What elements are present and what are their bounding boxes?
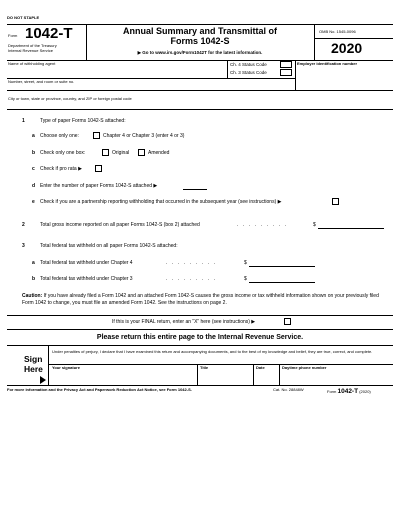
amended-label: Amended	[148, 150, 170, 156]
footer-form-id	[327, 388, 371, 395]
line3b-letter: b	[32, 276, 36, 282]
title-input[interactable]	[197, 364, 253, 385]
do-not-staple-note: DO NOT STAPLE	[7, 15, 40, 20]
sign-top-rule	[7, 345, 393, 346]
agent-name-label: Name of withholding agent	[8, 61, 56, 66]
amended-checkbox[interactable]	[138, 149, 145, 156]
ch4-status-input[interactable]	[280, 61, 292, 68]
line1a-letter: a	[32, 133, 35, 139]
line3b-leader-dots: . . . . . . . . .	[166, 276, 217, 282]
date-input[interactable]	[253, 364, 279, 385]
name-divider	[227, 60, 228, 78]
privacy-notice: For more information and the Privacy Act and Paperwork Reduction Act Notice, see Form 1042-S.	[7, 387, 192, 392]
line1c-text: Check if pro rata ▶	[40, 166, 82, 172]
chapter3-tax-input[interactable]	[249, 282, 315, 283]
catalog-number: Cat. No. 28848W	[273, 387, 304, 392]
department-line: Department of the Treasury	[8, 43, 57, 48]
line1d-text: Enter the number of paper Forms 1042-S attached ▶	[40, 183, 158, 189]
original-label: Original	[112, 150, 130, 156]
header-divider-right	[314, 24, 315, 60]
footer-form-number: 1042-T	[337, 388, 359, 395]
omb-number: OMB No. 1545-0096	[319, 29, 356, 34]
irs-line: Internal Revenue Service	[8, 48, 53, 53]
line3b-dollar: $	[244, 276, 247, 282]
here-label: Here	[24, 364, 43, 374]
partnership-checkbox[interactable]	[332, 198, 339, 205]
line3a-text: Total federal tax withheld under Chapter 4	[40, 260, 133, 266]
line1-number: 1	[22, 118, 25, 124]
line3a-dollar: $	[244, 260, 247, 266]
line3-text: Total federal tax withheld on all paper Forms 1042-S attached:	[40, 243, 178, 249]
chapter4-tax-input[interactable]	[249, 266, 315, 267]
line3a-letter: a	[32, 260, 35, 266]
line1d-letter: d	[32, 183, 36, 189]
address-bottom-rule	[7, 109, 393, 110]
line1b-letter: b	[32, 150, 36, 156]
chapter-input-box[interactable]	[93, 132, 100, 139]
footer-top-rule	[7, 385, 393, 386]
line2-leader-dots: . . . . . . . . .	[237, 222, 288, 228]
ch4-status-label: Ch. 4 Status Code	[230, 62, 267, 67]
form-title-line1: Annual Summary and Transmittal of	[122, 26, 278, 36]
phone-input[interactable]	[279, 364, 393, 385]
line2-number: 2	[22, 222, 25, 228]
line3a-leader-dots: . . . . . . . . .	[166, 260, 217, 266]
ch3-status-label: Ch. 3 Status Code	[230, 70, 267, 75]
caution-text: If you have already filed a Form 1042 and an attached Form 1042-S causes the gross income or tax withheld information shown on your previously filed Form 1042 to change, you must file an amended Form 1042. See the instructions on page 2.	[22, 293, 379, 306]
final-return-checkbox[interactable]	[284, 318, 291, 325]
form-number: 1042-T	[25, 25, 73, 42]
forms-count-input[interactable]	[183, 189, 207, 190]
sign-arrow-icon	[40, 376, 46, 384]
form-word: Form	[8, 33, 18, 38]
ein-label: Employer identification number	[297, 61, 358, 66]
ein-divider	[295, 60, 296, 90]
form-title-line2: Forms 1042-S	[170, 36, 230, 46]
pro-rata-checkbox[interactable]	[95, 165, 102, 172]
signature-input[interactable]	[48, 364, 197, 385]
goto-instructions: ▶ Go to www.irs.gov/Form1042T for the latest information.	[137, 50, 263, 55]
line3b-text: Total federal tax withheld under Chapter 3	[40, 276, 133, 282]
line1e-text: Check if you are a partnership reporting withholding that occurred in the subsequent year (see instructions) ▶	[40, 199, 282, 205]
line2-text: Total gross income reported on all paper Forms 1042-S (box 2) attached	[40, 222, 200, 228]
date-label: Date	[256, 365, 265, 370]
signature-label: Your signature	[52, 365, 80, 370]
footer-form-word: Form	[327, 389, 337, 394]
line3-number: 3	[22, 243, 25, 249]
caution-paragraph	[22, 293, 386, 307]
street-label: Number, street, and room or suite no.	[8, 79, 75, 84]
chapter-option-label: Chapter 4 or Chapter 3 (enter 4 or 3)	[103, 133, 185, 139]
final-return-bottom-rule	[7, 329, 393, 330]
footer-form-year: (2020)	[359, 389, 371, 394]
penalties-statement: Under penalties of perjury, I declare that I have examined this return and accompanying documents, and to the best of my knowledge and belief, they are true, correct, and complete.	[52, 349, 373, 354]
line2-dollar: $	[313, 222, 316, 228]
final-return-top-rule	[7, 315, 393, 316]
gross-income-input[interactable]	[318, 228, 384, 229]
line1c-letter: c	[32, 166, 35, 172]
omb-rule	[314, 38, 393, 39]
return-notice: Please return this entire page to the Internal Revenue Service.	[96, 334, 304, 341]
original-checkbox[interactable]	[102, 149, 109, 156]
sign-label: Sign	[24, 354, 43, 364]
line1-text: Type of paper Forms 1042-S attached:	[40, 118, 126, 124]
line1b-text: Check only one box:	[40, 150, 86, 156]
line1a-text: Choose only one:	[40, 133, 79, 139]
city-top-rule	[7, 90, 393, 91]
line1e-letter: e	[32, 199, 35, 205]
title-label: Title	[200, 365, 209, 370]
phone-label: Daytime phone number	[282, 365, 327, 370]
final-return-text: If this is your FINAL return, enter an “X” here (see instructions) ▶	[112, 319, 256, 325]
city-label: City or town, state or province, country, and ZIP or foreign postal code	[8, 96, 132, 101]
tax-year: 2020	[331, 40, 363, 56]
caution-label: Caution:	[22, 293, 43, 299]
ch3-status-input[interactable]	[280, 69, 292, 76]
